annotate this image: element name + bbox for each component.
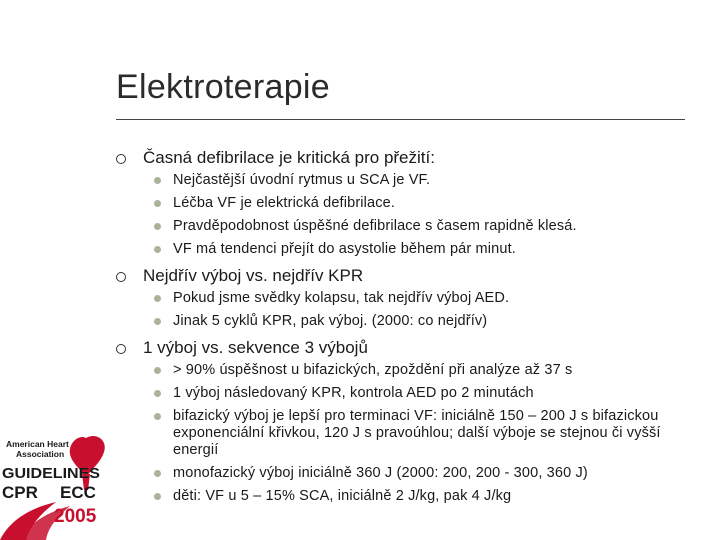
logo-text-line1: American Heart <box>6 439 69 449</box>
aha-guidelines-logo <box>0 430 110 540</box>
section-shock-vs-cpr <box>116 264 686 330</box>
dot-bullet-icon <box>154 177 161 184</box>
dot-bullet-icon <box>154 223 161 230</box>
dot-bullet-icon <box>154 470 161 477</box>
section-heading: Časná defibrilace je kritická pro přežití: <box>116 146 686 170</box>
list-item: Léčba VF je elektrická defibrilace. <box>116 195 686 212</box>
ring-bullet-icon <box>116 272 126 282</box>
list-item: monofazický výboj iniciálně 360 J (2000: 200, 200 - 300, 360 J) <box>116 465 686 482</box>
ring-bullet-icon <box>116 154 126 164</box>
dot-bullet-icon <box>154 413 161 420</box>
section-heading: 1 výboj vs. sekvence 3 výbojů <box>116 336 686 360</box>
logo-text-ecc: ECC <box>60 483 96 502</box>
section-shock-sequence <box>116 336 686 505</box>
dot-bullet-icon <box>154 295 161 302</box>
list-item: Jinak 5 cyklů KPR, pak výboj. (2000: co nejdřív) <box>116 313 686 330</box>
section-early-defibrillation <box>116 146 686 258</box>
list-item: Pravděpodobnost úspěšné defibrilace s časem rapidně klesá. <box>116 218 686 235</box>
logo-text-cpr: CPR <box>2 483 38 502</box>
slide-title: Elektroterapie <box>116 68 330 106</box>
list-item: > 90% úspěšnost u bifazických, zpoždění při analýze až 37 s <box>116 362 686 379</box>
list-item: Nejčastější úvodní rytmus u SCA je VF. <box>116 172 686 189</box>
dot-bullet-icon <box>154 318 161 325</box>
list-item: 1 výboj následovaný KPR, kontrola AED po 2 minutách <box>116 385 686 402</box>
ring-bullet-icon <box>116 344 126 354</box>
dot-bullet-icon <box>154 493 161 500</box>
list-item: děti: VF u 5 – 15% SCA, iniciálně 2 J/kg, pak 4 J/kg <box>116 488 686 505</box>
logo-text-guidelines: GUIDELINES <box>2 465 100 482</box>
title-divider <box>116 119 685 120</box>
dot-bullet-icon <box>154 390 161 397</box>
dot-bullet-icon <box>154 200 161 207</box>
logo-text-year: 2005 <box>54 506 97 527</box>
list-item: bifazický výboj je lepší pro terminaci VF: iniciálně 150 – 200 J s bifazickou exponenciální křivkou, 120 J s pravoúhlou; další výboje se stejnou či vyšší energií <box>116 408 686 459</box>
logo-text-line2: Association <box>16 449 65 459</box>
slide-content <box>116 146 686 511</box>
list-item: VF má tendenci přejít do asystolie během pár minut. <box>116 241 686 258</box>
section-heading: Nejdřív výboj vs. nejdřív KPR <box>116 264 686 288</box>
list-item: Pokud jsme svědky kolapsu, tak nejdřív výboj AED. <box>116 290 686 307</box>
dot-bullet-icon <box>154 367 161 374</box>
dot-bullet-icon <box>154 246 161 253</box>
